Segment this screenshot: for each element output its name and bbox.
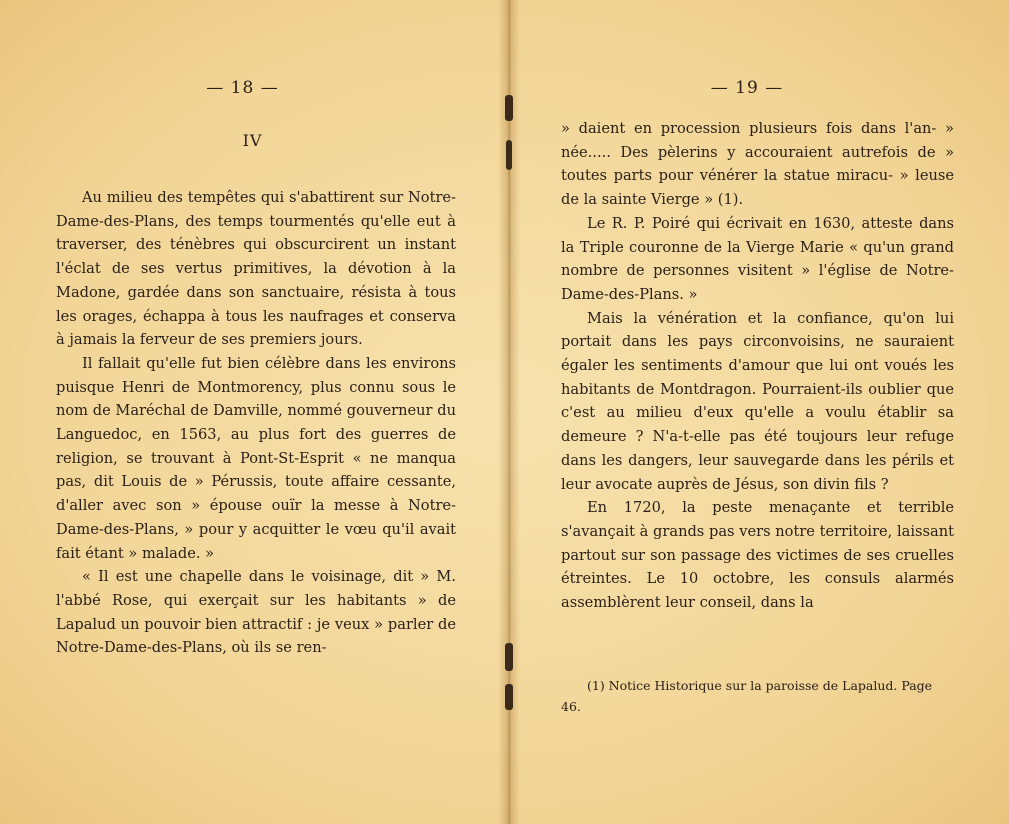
body-text [56,186,456,660]
page-number: — 19 — [710,78,784,98]
paragraph: « Il est une chapelle dans le voisinage, dit » M. l'abbé Rose, qui exerçait sur les habitants » de Lapalud un pouvoir bien attractif : je veux » parler de Notre-Dame-des-Plans, où ils se ren- [56,568,456,657]
footnote: (1) Notice Historique sur la paroisse de Lapalud. Page 46. [561,678,933,714]
page-number: — 18 — [206,78,279,98]
paragraph: Au milieu des tempêtes qui s'abattirent sur Notre-Dame-des-Plans, des temps tourmentés qu'elle eut à traverser, des ténèbres qui obscurcirent un instant l'éclat de ses vertus primitives, la dévotion à la Madone, gardée dans son sanctuaire, résista à tous les orages, échappa à tous les naufrages et conserva à jamais la ferveur de ses premiers jours. [56,189,456,349]
paragraph: En 1720, la peste menaçante et terrible s'avançait à grands pas vers notre territoire, laissant partout sur son passage des victimes de ses cruelles étreintes. Le 10 octobre, les consuls alarmés assemblèrent leur conseil, dans la [561,499,954,612]
body-text [561,117,954,615]
paragraph: » daient en procession plusieurs fois dans l'an- » née..... Des pèlerins y accouraient autrefois de » toutes parts pour vénérer la statue miracu- » leuse de la sainte Vierge » (1). [561,120,954,209]
paragraph: Il fallait qu'elle fut bien célèbre dans les environs puisque Henri de Montmorency, plus connu sous le nom de Maréchal de Damville, nommé gouverneur du Languedoc, en 1563, au plus fort des guerres de religion, se trouvant à Pont-St-Esprit « ne manqua pas, dit Louis de » Pérussis, toute affaire cessante, d'aller avec son » épouse ouïr la messe à Notre-Dame-des-Plans, » pour y acquitter le vœu qu'il avait fait étant » malade. » [56,354,456,562]
chapter-heading: IV [242,131,263,150]
right-page [505,0,1009,824]
paragraph: Le R. P. Poiré qui écrivait en 1630, atteste dans la Triple couronne de la Vierge Marie « qu'un grand nombre de personnes visitent » l'église de Notre-Dame-des-Plans. » [561,214,954,303]
paragraph: Mais la vénération et la confiance, qu'on lui portait dans les pays circonvoisins, ne sauraient égaler les sentiments d'amour que lui ont voués les habitants de Montdragon. Pourraient-ils oublier que c'est au milieu d'eux qu'elle a voulu établir sa demeure ? N'a-t-elle pas été toujours leur refuge dans les dangers, leur sauvegarde dans les périls et leur avocate auprès de Jésus, son divin fils ? [561,309,954,493]
